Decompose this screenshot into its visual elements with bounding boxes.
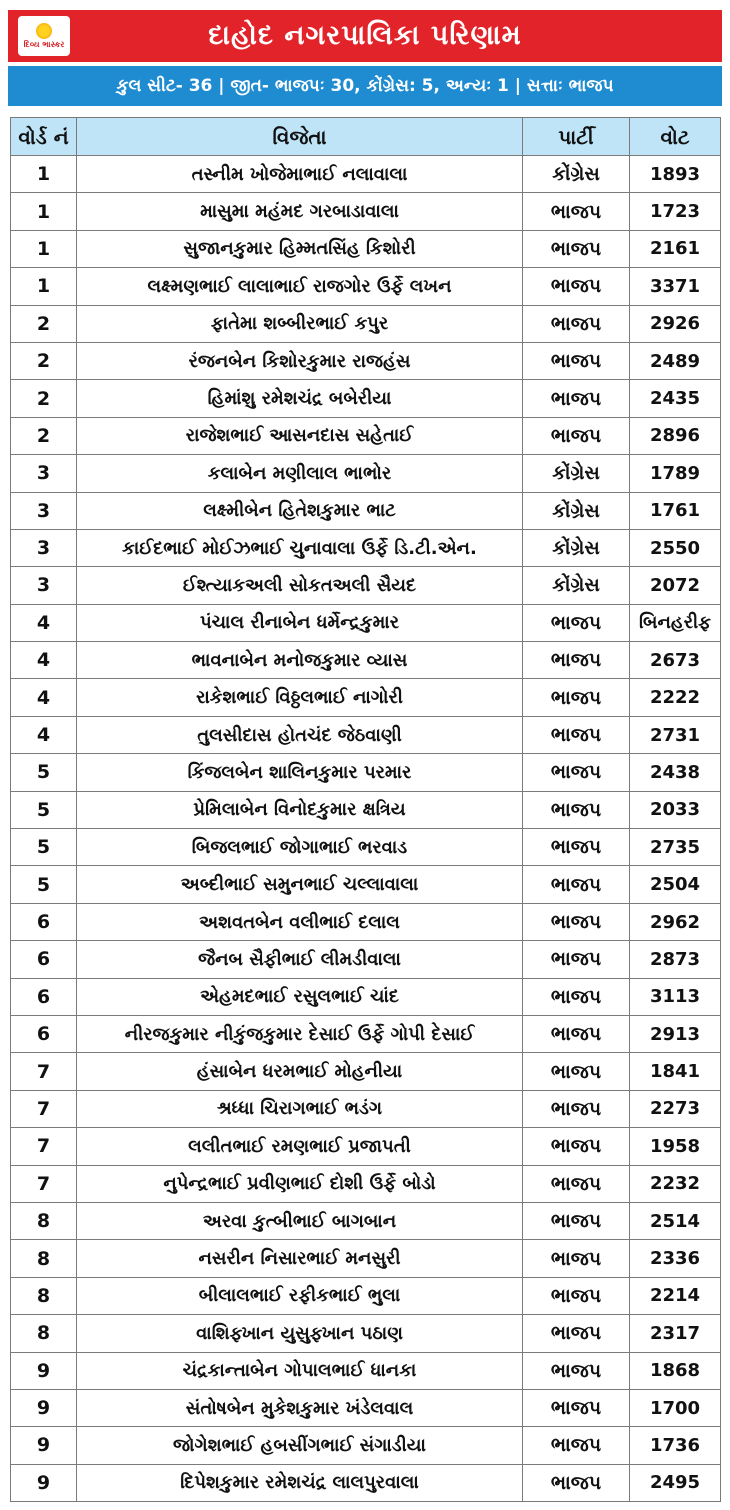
votes-cell: 2336 <box>630 1240 721 1277</box>
winner-name-cell: કલાબેન મણીલાલ ભાભોર <box>77 455 523 492</box>
table-row <box>11 230 721 267</box>
winner-name-cell: જૈનબ સૈફીભાઈ લીમડીવાલા <box>77 941 523 978</box>
ward-cell: 3 <box>11 529 77 566</box>
winner-name-cell: તસ્નીમ ખોજેમાભાઈ નલાવાલા <box>77 156 523 193</box>
votes-cell: 2161 <box>630 230 721 267</box>
party-cell: કોંગ્રેસ <box>523 529 630 566</box>
party-cell: ભાજપ <box>523 417 630 454</box>
votes-cell: 1841 <box>630 1053 721 1090</box>
table-row <box>11 903 721 940</box>
winner-name-cell: હંસાબેન ધરમભાઈ મોહનીયા <box>77 1053 523 1090</box>
winner-name-cell: પંચાલ રીનાબેન ધર્મેન્દ્રકુમાર <box>77 604 523 641</box>
party-cell: કોંગ્રેસ <box>523 492 630 529</box>
winner-name-cell: અબ્દીભાઈ સમુનભાઈ ચલ્લાવાલા <box>77 866 523 903</box>
votes-cell: 2896 <box>630 417 721 454</box>
ward-cell: 9 <box>11 1352 77 1389</box>
votes-cell: 2072 <box>630 567 721 604</box>
winner-name-cell: શ્રધ્ધા ચિરાગભાઈ ભડંગ <box>77 1090 523 1127</box>
ward-cell: 3 <box>11 455 77 492</box>
ward-cell: 3 <box>11 567 77 604</box>
column-header-winner: વિજેતા <box>77 118 523 156</box>
table-row <box>11 1277 721 1314</box>
votes-cell: 1736 <box>630 1427 721 1464</box>
winner-name-cell: રાકેશભાઈ વિઠ્ઠલભાઈ નાગોરી <box>77 679 523 716</box>
ward-cell: 8 <box>11 1240 77 1277</box>
winner-name-cell: બિજલભાઈ જોગાભાઈ ભરવાડ <box>77 829 523 866</box>
table-row <box>11 978 721 1015</box>
winner-name-cell: અશવતબેન વલીભાઈ દલાલ <box>77 903 523 940</box>
party-cell: ભાજપ <box>523 1053 630 1090</box>
table-row <box>11 829 721 866</box>
party-cell: ભાજપ <box>523 1389 630 1426</box>
votes-cell: 2435 <box>630 380 721 417</box>
table-row <box>11 604 721 641</box>
ward-cell: 7 <box>11 1053 77 1090</box>
ward-cell: 8 <box>11 1202 77 1239</box>
winner-name-cell: એહમદભાઈ રસુલભાઈ ચાંદ <box>77 978 523 1015</box>
ward-cell: 9 <box>11 1389 77 1426</box>
party-cell: ભાજપ <box>523 342 630 379</box>
table-row <box>11 866 721 903</box>
party-cell: ભાજપ <box>523 829 630 866</box>
party-cell: ભાજપ <box>523 754 630 791</box>
winner-name-cell: કાઈદભાઈ મોઈઝભાઈ ચુનાવાલા ઉર્ફે ડિ.ટી.એન. <box>77 529 523 566</box>
table-row <box>11 156 721 193</box>
title-banner <box>8 10 722 62</box>
table-row <box>11 791 721 828</box>
table-row <box>11 1240 721 1277</box>
table-body <box>11 156 721 1502</box>
party-cell: ભાજપ <box>523 903 630 940</box>
ward-cell: 9 <box>11 1427 77 1464</box>
ward-cell: 4 <box>11 604 77 641</box>
table-row <box>11 941 721 978</box>
winner-name-cell: રંજનબેન કિશોરકુમાર રાજહંસ <box>77 342 523 379</box>
ward-cell: 4 <box>11 679 77 716</box>
winner-name-cell: લક્ષ્મણભાઈ લાલાભાઈ રાજગોર ઉર્ફે લખન <box>77 268 523 305</box>
votes-cell: 2514 <box>630 1202 721 1239</box>
party-cell: ભાજપ <box>523 1352 630 1389</box>
table-row <box>11 1464 721 1501</box>
party-cell: ભાજપ <box>523 866 630 903</box>
table-row <box>11 1165 721 1202</box>
results-table <box>10 117 721 1502</box>
votes-cell: 2504 <box>630 866 721 903</box>
votes-cell: 2926 <box>630 305 721 342</box>
table-row <box>11 1015 721 1052</box>
votes-cell: 1789 <box>630 455 721 492</box>
party-cell: ભાજપ <box>523 230 630 267</box>
party-cell: ભાજપ <box>523 1464 630 1501</box>
votes-cell: 2550 <box>630 529 721 566</box>
summary-bar: કુલ સીટ- 36 | જીત- ભાજપઃ 30, કોંગ્રેસ: 5, અન્યઃ 1 | સત્તાઃ ભાજપ <box>8 66 722 106</box>
votes-cell: 1761 <box>630 492 721 529</box>
ward-cell: 6 <box>11 1015 77 1052</box>
winner-name-cell: ચંદ્રકાન્તાબેન ગોપાલભાઈ ધાનકા <box>77 1352 523 1389</box>
ward-cell: 7 <box>11 1165 77 1202</box>
column-header-party: પાર્ટી <box>523 118 630 156</box>
table-row <box>11 642 721 679</box>
ward-cell: 4 <box>11 716 77 753</box>
votes-cell: 2214 <box>630 1277 721 1314</box>
votes-cell: 2317 <box>630 1315 721 1352</box>
winner-name-cell: તુલસીદાસ હોતચંદ જેઠવાણી <box>77 716 523 753</box>
ward-cell: 6 <box>11 941 77 978</box>
party-cell: ભાજપ <box>523 1015 630 1052</box>
winner-name-cell: નસરીન નિસારભાઈ મનસુરી <box>77 1240 523 1277</box>
votes-cell: 2495 <box>630 1464 721 1501</box>
ward-cell: 2 <box>11 305 77 342</box>
sun-logo-icon <box>36 23 52 39</box>
ward-cell: 1 <box>11 156 77 193</box>
ward-cell: 3 <box>11 492 77 529</box>
ward-cell: 5 <box>11 866 77 903</box>
table-row <box>11 567 721 604</box>
table-row <box>11 380 721 417</box>
ward-cell: 4 <box>11 642 77 679</box>
winner-name-cell: કિંજલબેન શાલિનકુમાર પરમાર <box>77 754 523 791</box>
ward-cell: 9 <box>11 1464 77 1501</box>
divya-bhaskar-logo <box>18 16 70 56</box>
table-row <box>11 1202 721 1239</box>
table-row <box>11 679 721 716</box>
ward-cell: 2 <box>11 417 77 454</box>
winner-name-cell: બીલાલભાઈ રફીકભાઈ ભુલા <box>77 1277 523 1314</box>
party-cell: ભાજપ <box>523 380 630 417</box>
ward-cell: 1 <box>11 193 77 230</box>
ward-cell: 7 <box>11 1128 77 1165</box>
votes-cell: 2273 <box>630 1090 721 1127</box>
party-cell: ભાજપ <box>523 1202 630 1239</box>
party-cell: ભાજપ <box>523 1090 630 1127</box>
party-cell: ભાજપ <box>523 1277 630 1314</box>
party-cell: ભાજપ <box>523 193 630 230</box>
table-row <box>11 342 721 379</box>
table-row <box>11 1427 721 1464</box>
table-row <box>11 1128 721 1165</box>
winner-name-cell: પ્રેમિલાબેન વિનોદકુમાર ક્ષત્રિય <box>77 791 523 828</box>
column-header-ward: વોર્ડ નં <box>11 118 77 156</box>
party-cell: ભાજપ <box>523 1165 630 1202</box>
table-row <box>11 1389 721 1426</box>
ward-cell: 5 <box>11 791 77 828</box>
ward-cell: 5 <box>11 754 77 791</box>
votes-cell: 2913 <box>630 1015 721 1052</box>
winner-name-cell: અરવા કુત્બીભાઈ બાગબાન <box>77 1202 523 1239</box>
votes-cell: 1700 <box>630 1389 721 1426</box>
votes-cell: 2731 <box>630 716 721 753</box>
party-cell: ભાજપ <box>523 716 630 753</box>
votes-cell: 2873 <box>630 941 721 978</box>
party-cell: ભાજપ <box>523 941 630 978</box>
party-cell: ભાજપ <box>523 1240 630 1277</box>
ward-cell: 7 <box>11 1090 77 1127</box>
votes-cell: 2489 <box>630 342 721 379</box>
logo-text: દિવ્ય ભાસ્કર <box>23 40 65 49</box>
party-cell: ભાજપ <box>523 1128 630 1165</box>
table-header-row <box>11 118 721 156</box>
winner-name-cell: સંતોષબેન મુકેશકુમાર ખંડેલવાલ <box>77 1389 523 1426</box>
ward-cell: 5 <box>11 829 77 866</box>
party-cell: ભાજપ <box>523 604 630 641</box>
ward-cell: 1 <box>11 230 77 267</box>
party-cell: કોંગ્રેસ <box>523 567 630 604</box>
winner-name-cell: હિમાંશુ રમેશચંદ્ર બબેરીયા <box>77 380 523 417</box>
ward-cell: 8 <box>11 1315 77 1352</box>
winner-name-cell: જોગેશભાઈ હબસીંગભાઈ સંગાડીયા <box>77 1427 523 1464</box>
votes-cell: બિનહરીફ <box>630 604 721 641</box>
party-cell: ભાજપ <box>523 1315 630 1352</box>
table-row <box>11 492 721 529</box>
votes-cell: 3113 <box>630 978 721 1015</box>
votes-cell: 1893 <box>630 156 721 193</box>
table-row <box>11 417 721 454</box>
table-row <box>11 716 721 753</box>
party-cell: ભાજપ <box>523 679 630 716</box>
table-row <box>11 193 721 230</box>
ward-cell: 2 <box>11 342 77 379</box>
party-cell: ભાજપ <box>523 791 630 828</box>
ward-cell: 6 <box>11 978 77 1015</box>
votes-cell: 2438 <box>630 754 721 791</box>
votes-cell: 1958 <box>630 1128 721 1165</box>
ward-cell: 8 <box>11 1277 77 1314</box>
table-row <box>11 1090 721 1127</box>
winner-name-cell: માસુમા મહંમદ ગરબાડાવાલા <box>77 193 523 230</box>
column-header-votes: વોટ <box>630 118 721 156</box>
winner-name-cell: ઈશ્ત્યાકઅલી સોકતઅલી સૈયદ <box>77 567 523 604</box>
party-cell: કોંગ્રેસ <box>523 455 630 492</box>
winner-name-cell: સુજાનકુમાર હિમ્મતસિંહ કિશોરી <box>77 230 523 267</box>
winner-name-cell: ફાતેમા શબ્બીરભાઈ કપુર <box>77 305 523 342</box>
party-cell: ભાજપ <box>523 305 630 342</box>
table-row <box>11 529 721 566</box>
winner-name-cell: નુપેન્દ્રભાઈ પ્રવીણભાઈ દોશી ઉર્ફે બોડો <box>77 1165 523 1202</box>
party-cell: ભાજપ <box>523 978 630 1015</box>
votes-cell: 2222 <box>630 679 721 716</box>
winner-name-cell: વાશિફ્ખાન યુસુફ્ખાન પઠાણ <box>77 1315 523 1352</box>
votes-cell: 2735 <box>630 829 721 866</box>
table-row <box>11 1315 721 1352</box>
table-row <box>11 754 721 791</box>
winner-name-cell: લક્ષ્મીબેન હિતેશકુમાર ભાટ <box>77 492 523 529</box>
votes-cell: 2673 <box>630 642 721 679</box>
ward-cell: 2 <box>11 380 77 417</box>
ward-cell: 6 <box>11 903 77 940</box>
ward-cell: 1 <box>11 268 77 305</box>
votes-cell: 3371 <box>630 268 721 305</box>
winner-name-cell: લલીતભાઈ રમણભાઈ પ્રજાપતી <box>77 1128 523 1165</box>
votes-cell: 2962 <box>630 903 721 940</box>
table-row <box>11 1053 721 1090</box>
party-cell: ભાજપ <box>523 268 630 305</box>
party-cell: ભાજપ <box>523 642 630 679</box>
winner-name-cell: રાજેશભાઈ આસનદાસ સહેતાઈ <box>77 417 523 454</box>
winner-name-cell: ભાવનાબેન મનોજકુમાર વ્યાસ <box>77 642 523 679</box>
party-cell: ભાજપ <box>523 1427 630 1464</box>
votes-cell: 1868 <box>630 1352 721 1389</box>
votes-cell: 2033 <box>630 791 721 828</box>
winner-name-cell: દિપેશકુમાર રમેશચંદ્ર લાલપુરવાલા <box>77 1464 523 1501</box>
votes-cell: 1723 <box>630 193 721 230</box>
table-row <box>11 1352 721 1389</box>
table-row <box>11 305 721 342</box>
table-row <box>11 455 721 492</box>
winner-name-cell: નીરજકુમાર નીકુંજકુમાર દેસાઈ ઉર્ફે ગોપી દેસાઈ <box>77 1015 523 1052</box>
party-cell: કોંગ્રેસ <box>523 156 630 193</box>
table-row <box>11 268 721 305</box>
page-title: દાહોદ નગરપાલિકા પરિણામ <box>208 20 522 51</box>
votes-cell: 2232 <box>630 1165 721 1202</box>
